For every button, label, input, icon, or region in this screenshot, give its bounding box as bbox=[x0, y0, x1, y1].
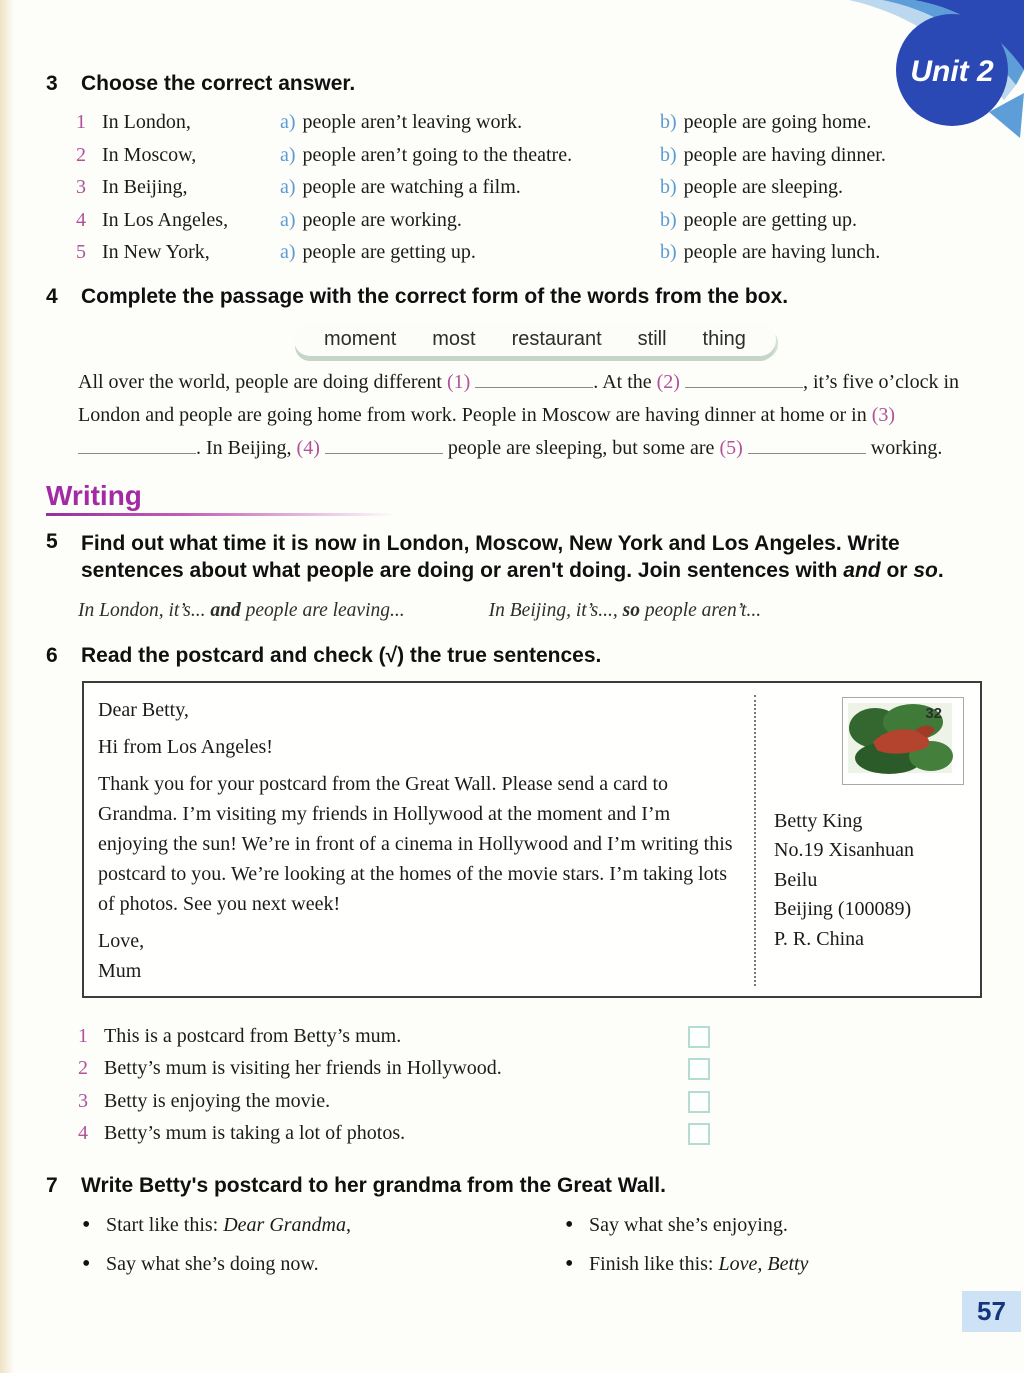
option-b-letter: b) bbox=[660, 208, 677, 231]
exercise4-heading bbox=[46, 285, 962, 309]
title-text: or bbox=[880, 559, 914, 582]
passage-text: . In Beijing, bbox=[196, 436, 292, 459]
item-number: 2 bbox=[76, 143, 86, 166]
bullets-right-column bbox=[565, 1212, 808, 1279]
statement-number: 2 bbox=[78, 1057, 88, 1079]
bullet-text-plain: , bbox=[346, 1213, 351, 1236]
bullet-item bbox=[82, 1212, 565, 1240]
statement-number: 4 bbox=[78, 1122, 88, 1144]
postcard bbox=[82, 681, 982, 998]
option-a-letter: a) bbox=[280, 208, 296, 231]
word-box-word: restaurant bbox=[511, 327, 602, 350]
postcard-message bbox=[98, 695, 754, 986]
title-text: Find out what time it is now in London, Moscow, New York and Los Angeles. Write sentences about what people are doing or aren't doing. Join sentences with bbox=[81, 531, 900, 582]
page-number: 57 bbox=[977, 1296, 1006, 1326]
exercise6-heading bbox=[46, 644, 962, 668]
passage-text: working. bbox=[870, 436, 943, 459]
checkbox[interactable] bbox=[688, 1026, 710, 1048]
exercise6-number: 6 bbox=[46, 643, 58, 667]
city-label: In Los Angeles, bbox=[102, 208, 229, 231]
unit-badge-label: Unit 2 bbox=[910, 55, 994, 88]
exercise5-title bbox=[81, 530, 962, 585]
option-b-text: people are having dinner. bbox=[683, 143, 886, 166]
bullet-icon bbox=[82, 1251, 106, 1279]
example-bold: and bbox=[210, 599, 241, 621]
fill-in-blank-5[interactable] bbox=[748, 439, 866, 454]
address-line: No.19 Xisanhuan bbox=[774, 839, 914, 861]
address-line: Beilu bbox=[774, 868, 818, 891]
option-b[interactable] bbox=[660, 139, 962, 172]
city-label: In New York, bbox=[102, 241, 210, 263]
word-box-word: most bbox=[432, 327, 476, 350]
exercise3-number: 3 bbox=[46, 72, 58, 95]
option-b-letter: b) bbox=[660, 241, 677, 263]
option-b-letter: b) bbox=[660, 111, 677, 133]
option-a[interactable] bbox=[280, 236, 660, 269]
option-b[interactable] bbox=[660, 171, 962, 204]
bullet-text bbox=[589, 1212, 788, 1240]
bullet-text bbox=[106, 1212, 351, 1240]
bullet-text-plain: Finish like this: bbox=[589, 1252, 719, 1275]
bullet-text-plain: Start like this: bbox=[106, 1213, 224, 1236]
option-b-letter: b) bbox=[660, 143, 677, 166]
option-a-letter: a) bbox=[280, 143, 296, 166]
item-number: 3 bbox=[76, 176, 86, 198]
exercise4-number: 4 bbox=[46, 284, 58, 308]
postcard-address bbox=[774, 807, 966, 955]
option-b-text: people are sleeping. bbox=[683, 176, 844, 198]
title-text: . bbox=[937, 559, 944, 582]
blank-number: (2) bbox=[656, 370, 680, 393]
option-b[interactable] bbox=[660, 204, 962, 237]
exercise3-title: Choose the correct answer. bbox=[81, 72, 356, 95]
bullet-item bbox=[82, 1251, 565, 1279]
blank-number: (3) bbox=[871, 403, 896, 426]
example-text: people are leaving... bbox=[240, 599, 405, 621]
bullet-text-italic: Dear Grandma bbox=[223, 1213, 346, 1236]
bullet-item bbox=[565, 1251, 808, 1279]
fill-in-blank-1[interactable] bbox=[475, 373, 593, 388]
postcard-signature: Mum bbox=[98, 959, 142, 982]
example-right bbox=[489, 600, 761, 622]
statement-number: 3 bbox=[78, 1089, 88, 1112]
bullet-text-plain: Say what she’s enjoying. bbox=[589, 1213, 788, 1236]
statement-number: 1 bbox=[78, 1024, 88, 1047]
word-box-word: still bbox=[637, 327, 667, 350]
word-box-word: moment bbox=[324, 327, 397, 350]
title-italic: and bbox=[843, 559, 881, 582]
statement-text: Betty’s mum is taking a lot of photos. bbox=[104, 1122, 406, 1144]
exercise7-title: Write Betty's postcard to her grandma from the Great Wall. bbox=[81, 1173, 666, 1197]
statement-row bbox=[78, 1117, 710, 1150]
statement-row bbox=[78, 1020, 710, 1053]
list-item bbox=[76, 171, 962, 204]
option-b-text: people are going home. bbox=[683, 111, 872, 133]
option-b-text: people are getting up. bbox=[683, 208, 857, 231]
postcard-body: Thank you for your postcard from the Great Wall. Please send a card to Grandma. I’m visiting my friends in Hollywood at the moment and I’m enjoying the sun! We’re in front of a cinema in Hollywood and I’m writing this postcard to you. We’re looking at the homes of the movie stars. I’m taking lots of photos. See you next week! bbox=[98, 772, 733, 915]
bullets-left-column bbox=[82, 1212, 565, 1279]
option-a-text: people are working. bbox=[302, 208, 462, 231]
option-b-text: people are having lunch. bbox=[683, 241, 881, 263]
item-number: 5 bbox=[76, 241, 86, 263]
list-item bbox=[76, 106, 962, 139]
address-line: P. R. China bbox=[774, 927, 865, 950]
list-item bbox=[76, 204, 962, 237]
option-a-letter: a) bbox=[280, 241, 296, 263]
passage-text: people are sleeping, but some are bbox=[447, 436, 715, 459]
option-a[interactable] bbox=[280, 106, 660, 139]
checkbox[interactable] bbox=[688, 1091, 710, 1113]
stamp-value: 32 bbox=[925, 704, 942, 722]
writing-underline bbox=[46, 513, 394, 516]
example-text: In London, it’s... bbox=[78, 599, 211, 621]
blank-number: (5) bbox=[719, 436, 743, 459]
option-a-text: people aren’t leaving work. bbox=[302, 111, 523, 133]
statement-row bbox=[78, 1052, 710, 1085]
checkbox[interactable] bbox=[688, 1058, 710, 1080]
bullet-text-italic: Love, Betty bbox=[718, 1252, 809, 1275]
list-item bbox=[76, 236, 962, 269]
postage-stamp bbox=[842, 697, 964, 785]
statement-text: Betty is enjoying the movie. bbox=[104, 1089, 331, 1112]
passage-text: , it’s five o’clock in London and people are going home from work. People in Moscow are having dinner at home or in bbox=[78, 370, 960, 426]
passage-text: All over the world, people are doing different bbox=[78, 370, 442, 393]
postcard-line: Hi from Los Angeles! bbox=[98, 735, 273, 758]
option-a[interactable] bbox=[280, 171, 660, 204]
bullet-text bbox=[106, 1251, 319, 1279]
option-b[interactable] bbox=[660, 106, 962, 139]
bullet-icon bbox=[565, 1251, 589, 1279]
exercise7-bullets bbox=[82, 1212, 962, 1279]
example-left bbox=[78, 600, 405, 622]
option-a[interactable] bbox=[280, 204, 660, 237]
option-a[interactable] bbox=[280, 139, 660, 172]
word-box bbox=[294, 323, 776, 356]
statement-text: This is a postcard from Betty’s mum. bbox=[104, 1024, 402, 1047]
fill-in-blank-3[interactable] bbox=[78, 439, 196, 454]
address-line: Beijing (100089) bbox=[774, 898, 912, 920]
bullet-text bbox=[589, 1251, 808, 1279]
postcard-address-panel bbox=[754, 695, 966, 986]
page-number-badge bbox=[962, 1291, 1021, 1332]
exercise4-title: Complete the passage with the correct form of the words from the box. bbox=[81, 284, 789, 308]
bullet-text-plain: Say what she’s doing now. bbox=[106, 1252, 319, 1275]
exercise7-number: 7 bbox=[46, 1173, 58, 1197]
option-a-text: people aren’t going to the theatre. bbox=[302, 143, 573, 166]
option-a-letter: a) bbox=[280, 176, 296, 198]
exercise3-options-list bbox=[76, 106, 962, 269]
item-number: 1 bbox=[76, 111, 86, 133]
writing-section-title: Writing bbox=[46, 479, 142, 511]
example-bold: so bbox=[622, 599, 640, 621]
statement-row bbox=[78, 1085, 710, 1118]
exercise4-passage bbox=[78, 366, 962, 465]
bullet-icon bbox=[565, 1212, 589, 1240]
option-a-text: people are watching a film. bbox=[302, 176, 521, 198]
statement-text: Betty’s mum is visiting her friends in Hollywood. bbox=[104, 1057, 502, 1079]
postcard-closing: Love, bbox=[98, 929, 145, 952]
list-item bbox=[76, 139, 962, 172]
blank-number: (4) bbox=[296, 436, 320, 459]
option-a-text: people are getting up. bbox=[302, 241, 476, 263]
fill-in-blank-2[interactable] bbox=[685, 373, 803, 388]
blank-number: (1) bbox=[446, 370, 471, 393]
passage-text: . At the bbox=[593, 370, 652, 393]
exercise6-statements bbox=[78, 1020, 710, 1150]
exercise7-heading bbox=[46, 1174, 962, 1198]
bullet-item bbox=[565, 1212, 808, 1240]
title-italic: so bbox=[913, 559, 938, 582]
exercise6-title: Read the postcard and check (√) the true sentences. bbox=[81, 643, 602, 667]
exercise5-number: 5 bbox=[46, 529, 58, 553]
bullet-icon bbox=[82, 1212, 106, 1240]
writing-section-header bbox=[46, 481, 962, 516]
word-box-word: thing bbox=[702, 327, 746, 350]
exercise5-heading bbox=[46, 530, 962, 585]
exercise5-example bbox=[78, 600, 962, 622]
address-line: Betty King bbox=[774, 809, 863, 832]
city-label: In London, bbox=[102, 111, 191, 133]
checkbox[interactable] bbox=[688, 1123, 710, 1145]
example-text: In Beijing, it’s..., bbox=[488, 599, 623, 621]
city-label: In Beijing, bbox=[102, 176, 188, 198]
option-b-letter: b) bbox=[660, 176, 677, 198]
city-label: In Moscow, bbox=[102, 143, 197, 166]
fill-in-blank-4[interactable] bbox=[325, 439, 443, 454]
option-a-letter: a) bbox=[280, 111, 296, 133]
postcard-greeting: Dear Betty, bbox=[98, 698, 189, 721]
example-text: people aren’t... bbox=[639, 599, 762, 621]
exercise3-heading bbox=[46, 72, 962, 96]
stamp-image bbox=[845, 700, 955, 776]
item-number: 4 bbox=[76, 208, 86, 231]
option-b[interactable] bbox=[660, 236, 962, 269]
